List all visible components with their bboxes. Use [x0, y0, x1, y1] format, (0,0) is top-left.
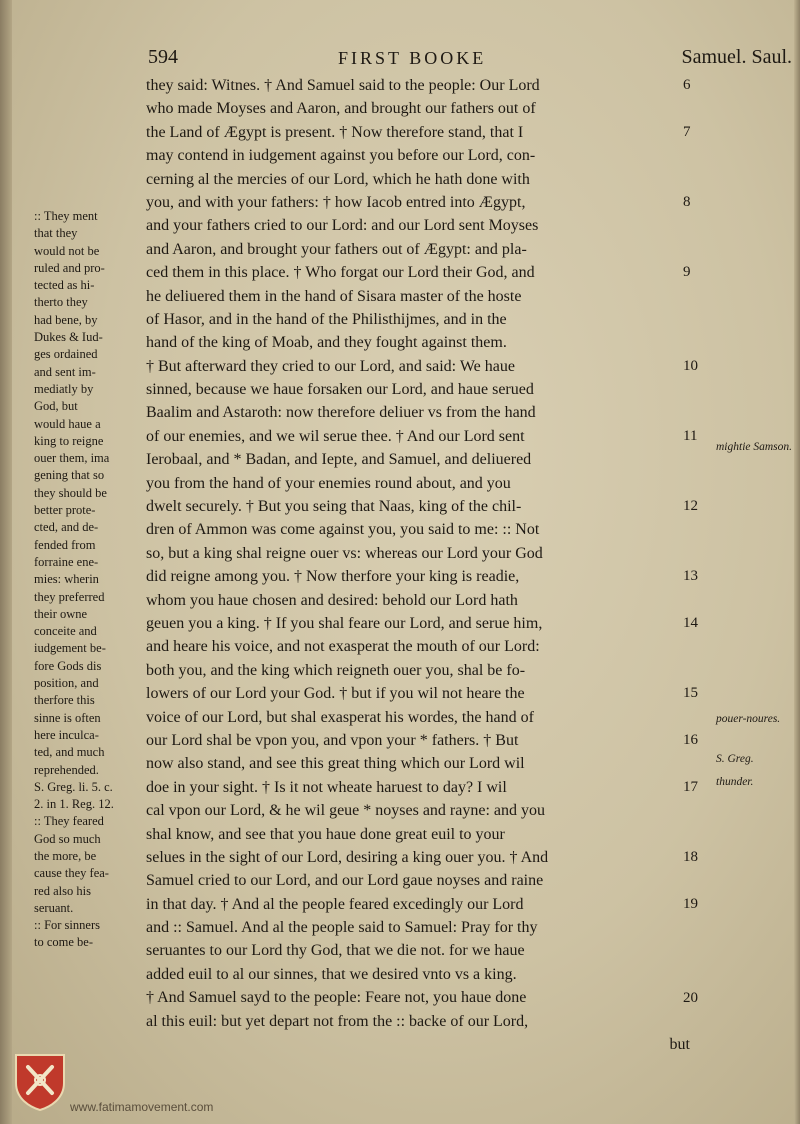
- text-line: may contend in iudgement against you before our Lord, con-: [146, 147, 536, 165]
- text-line: he deliuered them in the hand of Sisara master of the hoste: [146, 287, 522, 305]
- right-margin-note: S. Greg.: [716, 753, 754, 765]
- text-line: you, and with your fathers: † how Iacob entred into Ægypt,: [146, 193, 526, 211]
- margin-note-line: had bene, by: [34, 312, 98, 327]
- text-line: ced them in this place. † Who forgat our Lord their God, and: [146, 264, 535, 282]
- margin-note-line: ted, and much: [34, 745, 105, 760]
- text-line: our Lord shal be vpon you, and vpon your * fathers. † But: [146, 731, 519, 749]
- verse-number: 18: [683, 849, 698, 866]
- main-text-column: [146, 74, 690, 1056]
- margin-note-line: fended from: [34, 537, 96, 552]
- text-line: selues in the sight of our Lord, desiring a king ouer you. † And: [146, 848, 549, 866]
- text-line: Ierobaal, and * Badan, and Iepte, and Samuel, and deliuered: [146, 451, 532, 469]
- text-line: voice of our Lord, but shal exasperat his wordes, the hand of: [146, 708, 534, 726]
- margin-note-line: fore Gods dis: [34, 658, 102, 673]
- verse-number: 14: [683, 615, 698, 632]
- margin-note-line: the more, be: [34, 848, 97, 863]
- margin-note-line: king to reigne: [34, 433, 104, 448]
- margin-note-line: 2. in 1. Reg. 12.: [34, 797, 114, 812]
- text-line: they said: Witnes. † And Samuel said to the people: Our Lord: [146, 77, 540, 94]
- margin-note-line: and sent im-: [34, 364, 96, 379]
- text-line: now also stand, and see this great thing which our Lord wil: [146, 755, 525, 773]
- verse-number: 17: [683, 779, 698, 795]
- page-edge: [794, 0, 800, 1124]
- text-line: in that day. † And al the people feared excedingly our Lord: [146, 895, 524, 913]
- margin-note-line: gening that so: [34, 468, 105, 483]
- margin-note-line: ges ordained: [34, 347, 98, 362]
- text-line: al this euil: but yet depart not from the :: backe of our Lord,: [146, 1012, 529, 1030]
- text-line: cerning al the mercies of our Lord, which he hath done with: [146, 170, 530, 188]
- margin-note-line: God so much: [34, 831, 101, 846]
- text-line: and your fathers cried to our Lord: and our Lord sent Moyses: [146, 217, 539, 235]
- right-margin-note: pouer-noures.: [716, 713, 781, 725]
- margin-note-line: here inculca-: [34, 727, 99, 742]
- verse-number: 10: [683, 357, 698, 374]
- margin-note-line: tected as hi-: [34, 278, 95, 293]
- text-line: lowers of our Lord your God. † but if you wil not heare the: [146, 685, 525, 703]
- margin-note-line: mediatly by: [34, 381, 94, 396]
- text-line: you from the hand of your enemies round about, and you: [146, 474, 511, 492]
- watermark-url: www.fatimamovement.com: [70, 1100, 214, 1114]
- margin-note-line: seruant.: [34, 900, 74, 915]
- text-line: both you, and the king which reigneth ouer you, shal be fo-: [146, 661, 526, 679]
- margin-note-line: that they: [34, 226, 78, 241]
- margin-note-line: conceite and: [34, 624, 97, 639]
- margin-note-line: cted, and de-: [34, 520, 99, 535]
- text-line: who made Moyses and Aaron, and brought our fathers out of: [146, 100, 536, 118]
- margin-note-line: their owne: [34, 606, 88, 621]
- margin-note-line: would haue a: [34, 416, 101, 431]
- left-margin-notes: [34, 208, 142, 952]
- margin-note-line: red also his: [34, 883, 91, 898]
- text-line: and :: Samuel. And al the people said to Samuel: Pray for thy: [146, 919, 538, 937]
- margin-note-line: mies: wherin: [34, 572, 99, 587]
- text-line: of Hasor, and in the hand of the Philisthijmes, and in the: [146, 310, 507, 328]
- text-line: did reigne among you. † Now therfore your king is readie,: [146, 568, 520, 586]
- text-line: dwelt securely. † But you seing that Naas, king of the chil-: [146, 498, 522, 516]
- text-line: and Aaron, and brought your fathers out of Ægypt: and pla-: [146, 240, 527, 258]
- text-line: hand of the king of Moab, and they fought against them.: [146, 334, 507, 352]
- margin-note-line: :: For sinners: [34, 918, 100, 933]
- text-line: cal vpon our Lord, & he wil geue * noyses and rayne: and you: [146, 802, 546, 820]
- text-line: † And Samuel sayd to the people: Feare not, you haue done: [146, 989, 527, 1007]
- margin-note-line: would not be: [34, 243, 100, 258]
- margin-note-line: cause they fea-: [34, 866, 109, 881]
- running-head: Samuel. Saul.: [681, 46, 792, 68]
- text-line: dren of Ammon was come against you, you said to me: :: Not: [146, 521, 540, 539]
- page-number: 594: [148, 46, 178, 68]
- verse-number: 6: [683, 77, 691, 93]
- verse-number: 7: [683, 123, 691, 140]
- verse-number: 12: [683, 498, 698, 515]
- verse-number: 20: [683, 989, 698, 1006]
- shield-logo-icon: [14, 1053, 66, 1111]
- verse-number: 13: [683, 568, 698, 585]
- margin-note-line: sinne is often: [34, 710, 101, 725]
- verse-number: 16: [683, 732, 698, 749]
- margin-note-line: ouer them, ima: [34, 451, 110, 466]
- margin-note-line: :: They feared: [34, 814, 104, 829]
- margin-note-line: position, and: [34, 676, 99, 691]
- text-line: of our enemies, and we wil serue thee. † And our Lord sent: [146, 427, 525, 445]
- text-line: but: [669, 1036, 690, 1054]
- text-line: so, but a king shal reigne ouer vs: whereas our Lord your God: [146, 544, 543, 562]
- margin-note-line: iudgement be-: [34, 641, 106, 656]
- margin-note-line: reprehended.: [34, 762, 99, 777]
- verse-number: 8: [683, 194, 691, 210]
- margin-note-line: they should be: [34, 485, 107, 500]
- right-margin-note: mightie Samson.: [716, 441, 793, 453]
- margin-note-line: therto they: [34, 295, 88, 310]
- text-line: geuen you a king. † If you shal feare our Lord, and serue him,: [146, 614, 543, 632]
- verse-number: 19: [683, 896, 698, 912]
- text-line: Samuel cried to our Lord, and our Lord gaue noyses and raine: [146, 872, 544, 890]
- text-line: the Land of Ægypt is present. † Now therefore stand, that I: [146, 123, 524, 141]
- margin-note-line: better prote-: [34, 503, 96, 518]
- text-line: doe in your sight. † Is it not wheate haruest to day? I wil: [146, 778, 507, 796]
- text-line: seruantes to our Lord thy God, that we die not. for we haue: [146, 942, 525, 960]
- text-line: whom you haue chosen and desired: behold our Lord hath: [146, 591, 518, 609]
- text-line: shal know, and see that you haue done great euil to your: [146, 825, 505, 843]
- text-line: and heare his voice, and not exasperat the mouth of our Lord:: [146, 638, 540, 656]
- text-line: sinned, because we haue forsaken our Lord, and haue serued: [146, 381, 534, 399]
- text-line: † But afterward they cried to our Lord, and said: We haue: [146, 357, 515, 375]
- margin-note-line: S. Greg. li. 5. c.: [34, 779, 113, 794]
- margin-note-line: to come be-: [34, 935, 94, 950]
- verse-number: 9: [683, 264, 691, 281]
- margin-note-line: therfore this: [34, 693, 95, 708]
- margin-note-line: :: They ment: [34, 209, 98, 223]
- page-gutter: [0, 0, 12, 1124]
- verse-number: 15: [683, 685, 698, 702]
- margin-note-line: they preferred: [34, 589, 105, 604]
- text-line: Baalim and Astaroth: now therefore deliuer vs from the hand: [146, 404, 536, 422]
- margin-note-line: God, but: [34, 399, 78, 414]
- text-line: added euil to al our sinnes, that we desired vnto vs a king.: [146, 965, 517, 983]
- verse-number: 11: [683, 428, 698, 444]
- right-margin-note: thunder.: [716, 776, 754, 788]
- margin-note-line: ruled and pro-: [34, 260, 105, 275]
- page-header: [148, 46, 792, 76]
- margin-note-line: Dukes & Iud-: [34, 330, 103, 345]
- book-title: FIRST BOOKE: [338, 48, 487, 68]
- margin-note-line: forraine ene-: [34, 554, 99, 569]
